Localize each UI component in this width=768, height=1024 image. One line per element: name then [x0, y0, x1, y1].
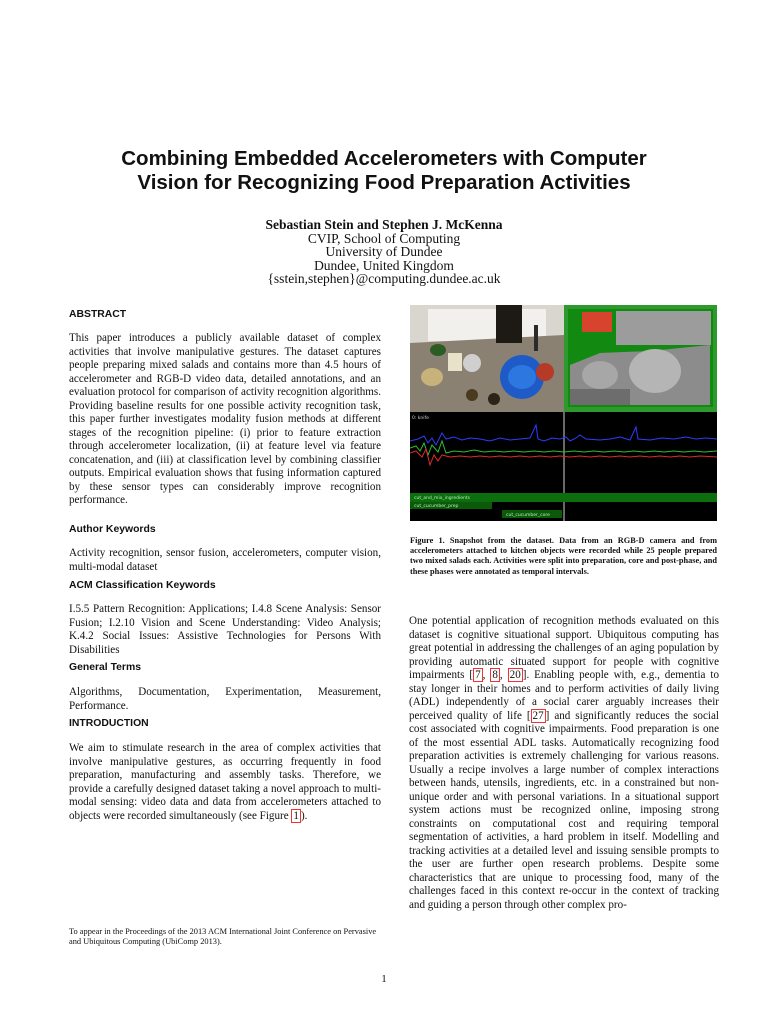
general-terms-text: Algorithms, Documentation, Experimentation, Measurement, Performance. [69, 686, 381, 712]
title-line-2: Vision for Recognizing Food Preparation Activities [137, 171, 631, 194]
author-city: Dundee, United Kingdom [314, 257, 454, 273]
right-text-part-3: and significantly reduces the social cost associated with cognitive impairments. Food preparation is one of the most essential ADL tasks. Automatically recognizing food preparation activities is extremely challenging for various reasons. Usually a recipe involves a large number of complex interactions between hands, utensils, ingredients, etc. in a constrained but non-unique order and with personal variations. In a situational support system actions must be recognized online, imposing strong constraints on computational cost and requiring temporal segmentation of activities, a hard problem in itself. Modelling and tracking activities at a detailed level and issuing sensible prompts to the user are further open research problems. Despite some characteristics that are unique to processing food, many of the challenges faced in this context re-occur in the context of tracking and guiding a person through other complex pro- [409, 709, 719, 911]
annotation-label-1: cut_and_mix_ingredients [414, 496, 470, 501]
acm-keywords-text: I.5.5 Pattern Recognition: Applications; I.4.8 Scene Analysis: Sensor Fusion; I.2.10 Vision and Scene Understanding: Video Analysis; K.4.2 Social Issues: Assistive Technologies for Persons With Disabilities [69, 603, 381, 656]
general-terms-heading: General Terms [69, 662, 141, 673]
footnote: To appear in the Proceedings of the 2013 ACM International Joint Conference on Pervasive and Ubiquitous Computing (UbiComp 2013). [69, 927, 377, 946]
figure-1-link[interactable]: 1 [293, 809, 299, 822]
figure-caption: Figure 1. Snapshot from the dataset. Data from an RGB-D camera and from accelerometers attached to kitchen objects were recorded while 25 people prepared two mixed salads each. Activities were split into preparation, core and post-phase, and these phases were annotated as temporal intervals. [410, 536, 717, 576]
citation-7-link[interactable]: 7 [475, 669, 481, 681]
right-text-part-1: One potential application of recognition methods evaluated on this dataset is cognitive situational support. Ubiquitous computing has great potential in addressing the challenges of an aging population by providing automatic situated support for people with cognitive impairments [409, 615, 719, 681]
author-block [160, 218, 608, 286]
author-names: Sebastian Stein and Stephen J. McKenna [265, 217, 503, 232]
citation-27-link[interactable]: 27 [532, 709, 544, 722]
right-column-text: One potential application of recognition methods evaluated on this dataset is cognitive situational support. Ubiquitous computing has great potential in addressing the challenges of an aging population by providing automatic situated support for people with cognitive impairments [ 7 , 8 , 20 ]. Enabling people with, e.g., dementia to stay longer in their homes and to perform activities of daily living (ADL) independently of a social carer arguably increases their perceived quality of life [ 27 ] and significantly reduces the social cost associated with cognitive impairments. Food preparation is one of the most essential ADL tasks. Automatically recognizing food preparation activities is extremely challenging for various reasons. Usually a recipe involves a large number of complex interactions between hands, utensils, ingredients, etc. in a constrained but non-unique order and with personal variations. In a situational support system actions must be recognized online, imposing strong constraints on computational cost and requiring temporal segmentation of activities, a hard problem in itself. Modelling and tracking activities at a detailed level and issuing sensible prompts to the user are further open research problems. Despite some characteristics that are unique to processing food, many of the challenges faced in this context re-occur in the context of tracking and guiding a person through other complex pro- [409, 615, 720, 911]
abstract-heading: ABSTRACT [69, 309, 127, 320]
annotation-label-3: cut_cucumber_core [506, 513, 550, 518]
intro-text-part-1: We aim to stimulate research in the area of complex activities that involve manipulative gestures, as occurring frequently in food preparation, manufacturing and assembly tasks. Therefore, we provide a carefully designed dataset taking a novel approach to multi-modal sensing: video data and data from accelerometers attached to objects were recorded simultaneously (see Figure [69, 742, 381, 822]
paper-title [40, 147, 728, 195]
author-university: University of Dundee [325, 244, 443, 260]
figure-image [410, 305, 717, 521]
acm-keywords-heading: ACM Classification Keywords [69, 580, 216, 591]
author-email: {sstein,stephen}@computing.dundee.ac.uk [267, 271, 501, 287]
annotation-label-2: cut_cucumber_prep [414, 504, 459, 509]
plot-series-label: 0: knife [412, 416, 429, 421]
introduction-text [69, 742, 381, 823]
title-line-1: Combining Embedded Accelerometers with Computer [121, 147, 647, 170]
figure-1-snapshot [410, 305, 717, 521]
citation-20-link[interactable]: 20 [509, 669, 521, 681]
page-number: 1 [381, 973, 387, 985]
abstract-text: This paper introduces a publicly available dataset of complex activities that involve manipulative gestures. The dataset captures people preparing mixed salads and contains more than 4.5 hours of accelerometer and RGB-D video data, detailed annotations, and an evaluation protocol for comparison of activity recognition algorithms. Providing baseline results for one possible activity recognition task, this paper further investigates modality fusion methods at different stages of the recognition pipeline: (i) prior to feature extraction through accelerometer localization, (ii) at feature level via feature concatenation, and (iii) at classification level by combining classifier outputs. Empirical evaluation shows that fusing information captured by these sensor types can considerably improve recognition performance. [69, 332, 381, 507]
author-keywords-text: Activity recognition, sensor fusion, accelerometers, computer vision, multi-modal dataset [69, 547, 381, 573]
citation-8-link[interactable]: 8 [492, 669, 498, 681]
author-department: CVIP, School of Computing [307, 230, 461, 246]
author-keywords-heading: Author Keywords [69, 524, 156, 535]
right-text-part-2: . Enabling people with, e.g., dementia to stay longer in their homes and to perform activities of daily living (ADL) independently of a social carer arguably increases their perceived quality of life [409, 669, 720, 722]
introduction-heading: INTRODUCTION [69, 718, 149, 729]
intro-text-part-2: ). [300, 809, 308, 822]
